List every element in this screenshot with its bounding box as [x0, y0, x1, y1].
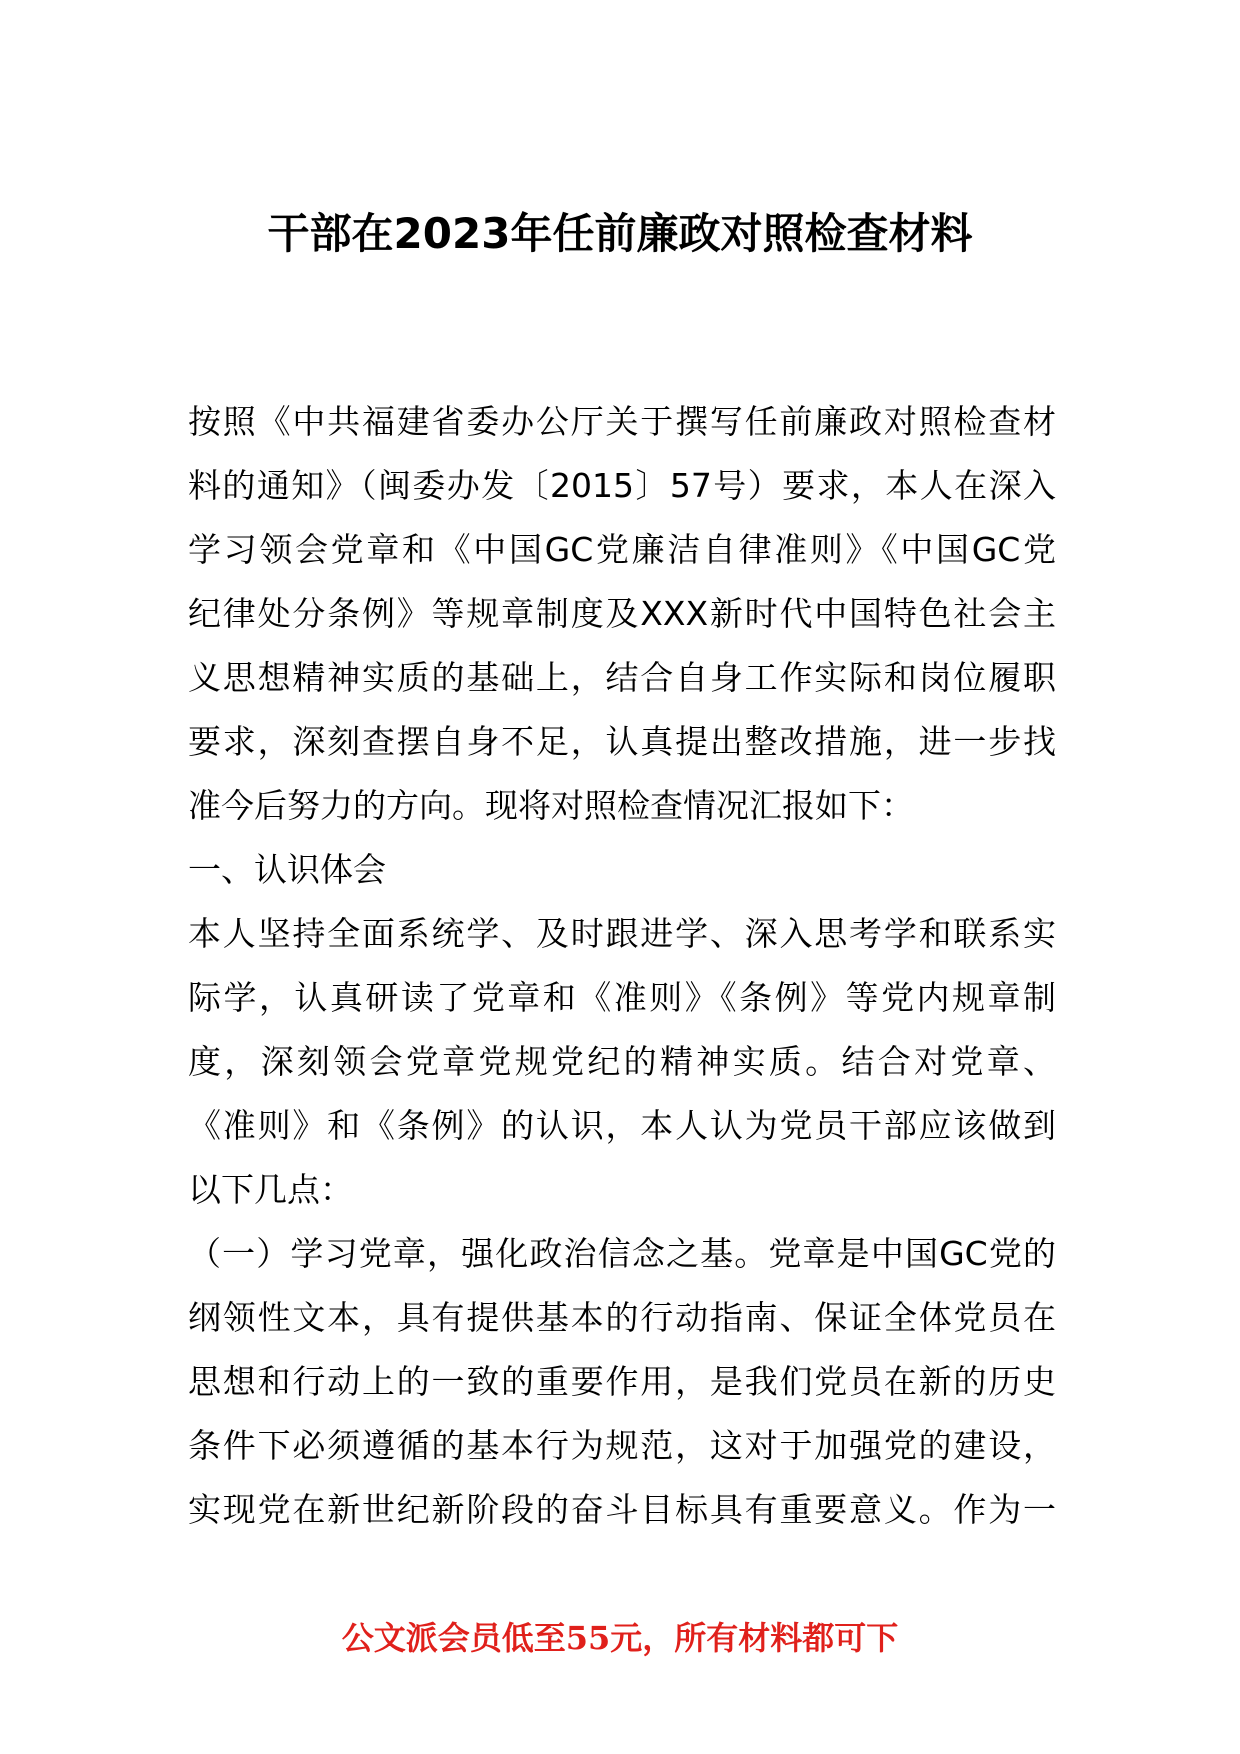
paragraph-line: 纲领性文本，具有提供基本的行动指南、保证全体党员在	[188, 1298, 1056, 1337]
paragraph-line: 本人坚持全面系统学、及时跟进学、深入思考学和联系实	[188, 914, 1056, 953]
paragraph-line: 以下几点：	[188, 1170, 353, 1209]
paragraph-line: 思想和行动上的一致的重要作用，是我们党员在新的历史	[188, 1362, 1056, 1401]
paragraph-line: 义思想精神实质的基础上，结合自身工作实际和岗位履职	[188, 658, 1056, 697]
paragraph-line: 料的通知》（闽委办发〔2015〕57号）要求，本人在深入	[188, 466, 1056, 505]
paragraph-line: 准今后努力的方向。现将对照检查情况汇报如下：	[188, 786, 914, 825]
paragraph-line: 实现党在新世纪新阶段的奋斗目标具有重要意义。作为一	[188, 1490, 1056, 1529]
paragraph-line: 纪律处分条例》等规章制度及XXX新时代中国特色社会主	[188, 594, 1056, 633]
paragraph-line: 度，深刻领会党章党规党纪的精神实质。结合对党章、	[188, 1042, 1056, 1081]
paragraph-line: 学习领会党章和《中国GC党廉洁自律准则》《中国GC党	[188, 530, 1056, 569]
membership-promo-notice: 公文派会员低至55元，所有材料都可下	[341, 1619, 899, 1657]
document-body	[188, 390, 1056, 1542]
paragraph-line: 条件下必须遵循的基本行为规范，这对于加强党的建设，	[188, 1426, 1056, 1465]
paragraph-line: （一）学习党章，强化政治信念之基。党章是中国GC党的	[188, 1234, 1056, 1273]
paragraph-line: 按照《中共福建省委办公厅关于撰写任前廉政对照检查材	[188, 402, 1056, 441]
section-heading: 一、认识体会	[188, 850, 386, 889]
document-title: 干部在2023年任前廉政对照检查材料	[267, 209, 973, 258]
paragraph-line: 《准则》和《条例》的认识，本人认为党员干部应该做到	[188, 1106, 1056, 1145]
paragraph-line: 际学，认真研读了党章和《准则》《条例》等党内规章制	[188, 978, 1056, 1017]
paragraph-line: 要求，深刻查摆自身不足，认真提出整改措施，进一步找	[188, 722, 1056, 761]
